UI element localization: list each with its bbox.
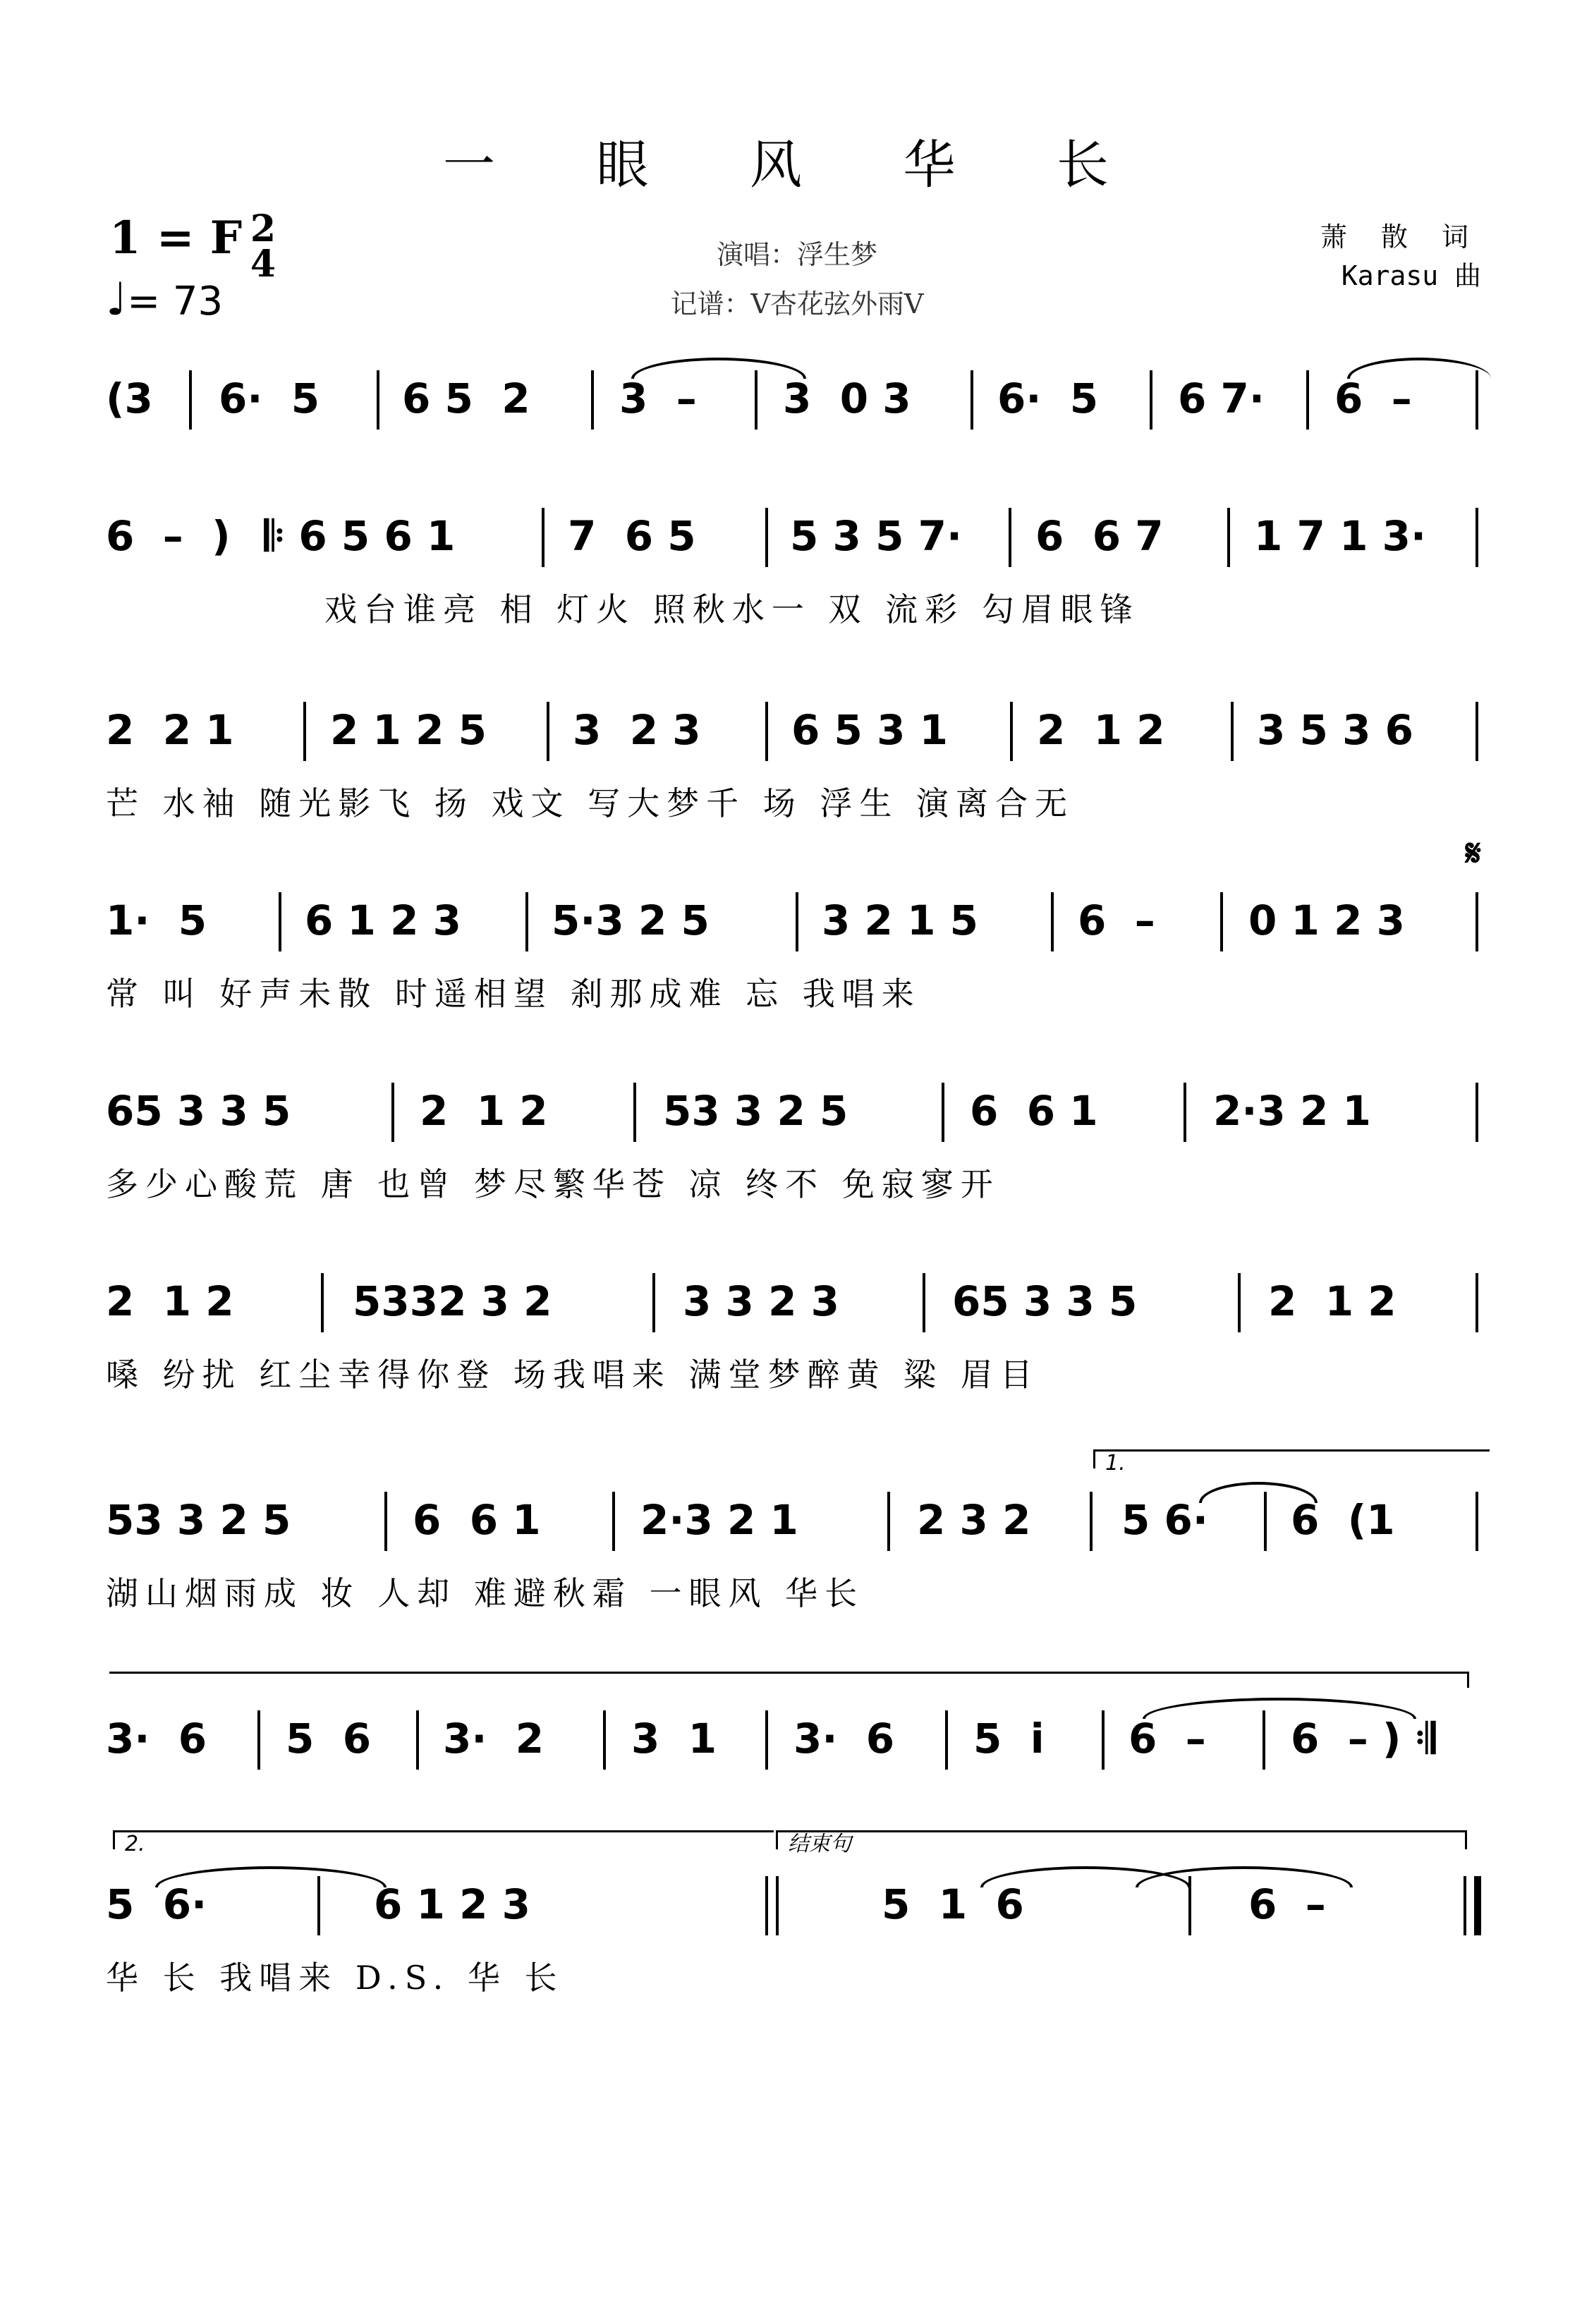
time-signature [245, 207, 281, 286]
bar-line [525, 892, 528, 951]
lyricist-credit: 萧 散 词 [1320, 221, 1481, 253]
bar-line [1476, 1273, 1478, 1332]
bar-line [1263, 1710, 1265, 1770]
bar-line [1476, 702, 1478, 761]
bar-line [971, 370, 973, 430]
bar-line [765, 1710, 768, 1770]
final-bar-line [1464, 1876, 1466, 1935]
measure: 3 1 [631, 1715, 717, 1763]
measure: 6· 5 [997, 375, 1099, 422]
bar-line [591, 370, 594, 430]
lyrics-line: 戏台谁亮 相 灯火 照秋水一 双 流彩 勾眉眼锋 [324, 590, 1140, 628]
measure: 2 1 2 [1268, 1277, 1397, 1325]
measure: 6 – ) 𝄇 [1291, 1715, 1435, 1763]
measure: 5332 3 2 [353, 1277, 552, 1325]
lyrics-line: 湖山烟雨成 妆 人却 难避秋霜 一眼风 华长 [106, 1574, 865, 1612]
bar-line [612, 1492, 615, 1551]
bar-line [321, 1273, 324, 1332]
measure: 65 3 3 5 [952, 1277, 1138, 1325]
tie-slur [1347, 358, 1491, 379]
measure: 5 6 [286, 1715, 372, 1763]
score-row-4 [106, 885, 1488, 1040]
bar-line [765, 508, 768, 567]
measure: 53 3 2 5 [106, 1496, 291, 1544]
bar-line [887, 1492, 890, 1551]
measure: 2 3 2 [917, 1496, 1031, 1544]
bar-line [796, 892, 798, 951]
notes-line [106, 695, 1488, 765]
measure: 2 1 2 [106, 1277, 234, 1325]
score-row-6 [106, 1266, 1488, 1421]
bar-line [1184, 1083, 1186, 1142]
measure: 2 1 2 5 [330, 706, 487, 754]
measure: 6 1 2 3 [374, 1880, 531, 1928]
bar-line [547, 702, 549, 761]
measure: 3· 6 [106, 1715, 207, 1763]
bar-line [416, 1710, 419, 1770]
lyrics-line: 华 长 我唱来 D.S. 华 长 [106, 1959, 564, 1997]
notes-line [106, 1703, 1488, 1774]
volta-first-ending: 1. [1093, 1449, 1490, 1468]
score-row-7 [106, 1485, 1488, 1640]
bar-line [189, 370, 192, 430]
measure: 6 (1 [1291, 1496, 1395, 1544]
lyrics-line: 多少心酸荒 唐 也曾 梦尽繁华苍 凉 终不 免寂寥开 [106, 1165, 1000, 1203]
singer-credit: 演唱：浮生梦 [716, 239, 877, 270]
measure: 3· 6 [793, 1715, 895, 1763]
bar-line [765, 702, 768, 761]
measure: (3 [106, 375, 153, 422]
measure: 6 – [1248, 1880, 1326, 1928]
measure: 6· 5 [219, 375, 320, 422]
measure: 𝄆 6 5 6 1 [264, 512, 456, 560]
tempo-value: = 73 [127, 279, 224, 324]
measure: 6 7· [1178, 375, 1265, 422]
measure: 2 1 2 [420, 1087, 548, 1135]
bar-line [755, 370, 758, 430]
bar-line [1238, 1273, 1241, 1332]
volta-first-ending-continuation [109, 1672, 1469, 1688]
lyrics-line: 嗓 纷扰 红尘幸得你登 场我唱来 满堂梦醉黄 粱 眉目 [106, 1356, 1040, 1394]
score-row-9 [106, 1869, 1488, 2024]
bar-line [384, 1492, 387, 1551]
measure: 6 – ) [106, 512, 231, 560]
measure: 2 2 1 [106, 706, 234, 754]
bar-line [942, 1083, 944, 1142]
score-row-5 [106, 1076, 1488, 1231]
measure: 6 6 1 [413, 1496, 541, 1544]
bar-line [1150, 370, 1152, 430]
measure: 1 7 1 3· [1254, 512, 1427, 560]
segno-icon: 𝄋 [1465, 832, 1481, 875]
measure: 2·3 2 1 [640, 1496, 798, 1544]
bar-line [1476, 892, 1478, 951]
bar-line [391, 1083, 394, 1142]
measure: 1· 5 [106, 896, 207, 944]
measure: 5 6· [106, 1880, 207, 1928]
measure: 0 1 2 3 [1248, 896, 1406, 944]
bar-line [279, 892, 281, 951]
bar-line [1102, 1710, 1105, 1770]
bar-line [652, 1273, 655, 1332]
measure: 65 3 3 5 [106, 1087, 291, 1135]
double-bar-line [765, 1876, 768, 1935]
measure: 6 – [1128, 1715, 1206, 1763]
key-signature: 1 = F [109, 212, 243, 264]
bar-line [1231, 702, 1234, 761]
bar-line [1009, 508, 1011, 567]
measure: 3 – [619, 375, 697, 422]
bar-line [1010, 702, 1013, 761]
measure: 3 2 3 [573, 706, 701, 754]
notes-line [106, 1485, 1488, 1555]
measure: 3· 2 [443, 1715, 544, 1763]
notes-line [106, 885, 1488, 956]
notes-line [106, 1266, 1488, 1337]
bar-line [603, 1710, 606, 1770]
bar-line [377, 370, 379, 430]
quarter-note-icon: ♩ [106, 274, 128, 326]
song-title: 一 眼 风 华 长 [442, 135, 1152, 195]
tempo-marking [106, 274, 223, 326]
measure: 6 5 2 [402, 375, 530, 422]
measure: 6 5 3 1 [791, 706, 949, 754]
measure: 6 – [1078, 896, 1155, 944]
measure: 3 2 1 5 [822, 896, 979, 944]
bar-line [1476, 508, 1478, 567]
measure: 7 6 5 [568, 512, 696, 560]
score-row-3 [106, 695, 1488, 850]
measure: 2 1 2 [1037, 706, 1165, 754]
score-row-1 [106, 363, 1488, 518]
measure: 6 6 1 [970, 1087, 1098, 1135]
bar-line [1476, 370, 1478, 430]
measure: 3 0 3 [783, 375, 911, 422]
time-signature-top: 2 [250, 207, 276, 250]
measure: 3 5 3 6 [1257, 706, 1414, 754]
bar-line [542, 508, 544, 567]
tie-slur [1143, 1698, 1416, 1719]
measure: 5·3 2 5 [552, 896, 710, 944]
notes-line [106, 501, 1488, 571]
bar-line [1051, 892, 1054, 951]
measure: 5 3 5 7· [790, 512, 963, 560]
notes-line [106, 1869, 1488, 1940]
bar-line [303, 702, 306, 761]
bar-line [1476, 1492, 1478, 1551]
bar-line [1476, 1083, 1478, 1142]
notes-line [106, 363, 1488, 434]
measure: 6 1 2 3 [305, 896, 462, 944]
transcriber-credit: 记谱：V杏花弦外雨V [670, 288, 924, 320]
bar-line [1220, 892, 1223, 951]
bar-line [1306, 370, 1309, 430]
measure: 2·3 2 1 [1213, 1087, 1371, 1135]
measure: 5 i [973, 1715, 1045, 1763]
bar-line [1090, 1492, 1093, 1551]
measure: 3 3 2 3 [683, 1277, 840, 1325]
composer-credit: Karasu 曲 [1341, 260, 1481, 291]
bar-line [923, 1273, 925, 1332]
lyrics-line: 芒 水袖 随光影飞 扬 戏文 写大梦千 场 浮生 演离合无 [106, 784, 1074, 822]
time-signature-bottom: 4 [250, 243, 276, 286]
score-row-2 [106, 501, 1488, 656]
ending-phrase-bracket: 结束句 [776, 1830, 1467, 1849]
bar-line [945, 1710, 948, 1770]
bar-line [1227, 508, 1230, 567]
volta-second-ending: 2. [113, 1830, 774, 1849]
double-bar-line [776, 1876, 779, 1935]
measure: 6 – [1334, 375, 1412, 422]
tie-slur [631, 358, 806, 379]
measure: 53 3 2 5 [663, 1087, 848, 1135]
final-bar-line [1474, 1876, 1481, 1935]
bar-line [633, 1083, 636, 1142]
lyrics-line: 常 叫 好声未散 时遥相望 刹那成难 忘 我唱来 [106, 975, 921, 1013]
measure: 5 1 6 [882, 1880, 1024, 1928]
bar-line [257, 1710, 260, 1770]
measure: 5 6· [1121, 1496, 1208, 1544]
notes-line [106, 1076, 1488, 1146]
measure: 6 6 7 [1035, 512, 1164, 560]
